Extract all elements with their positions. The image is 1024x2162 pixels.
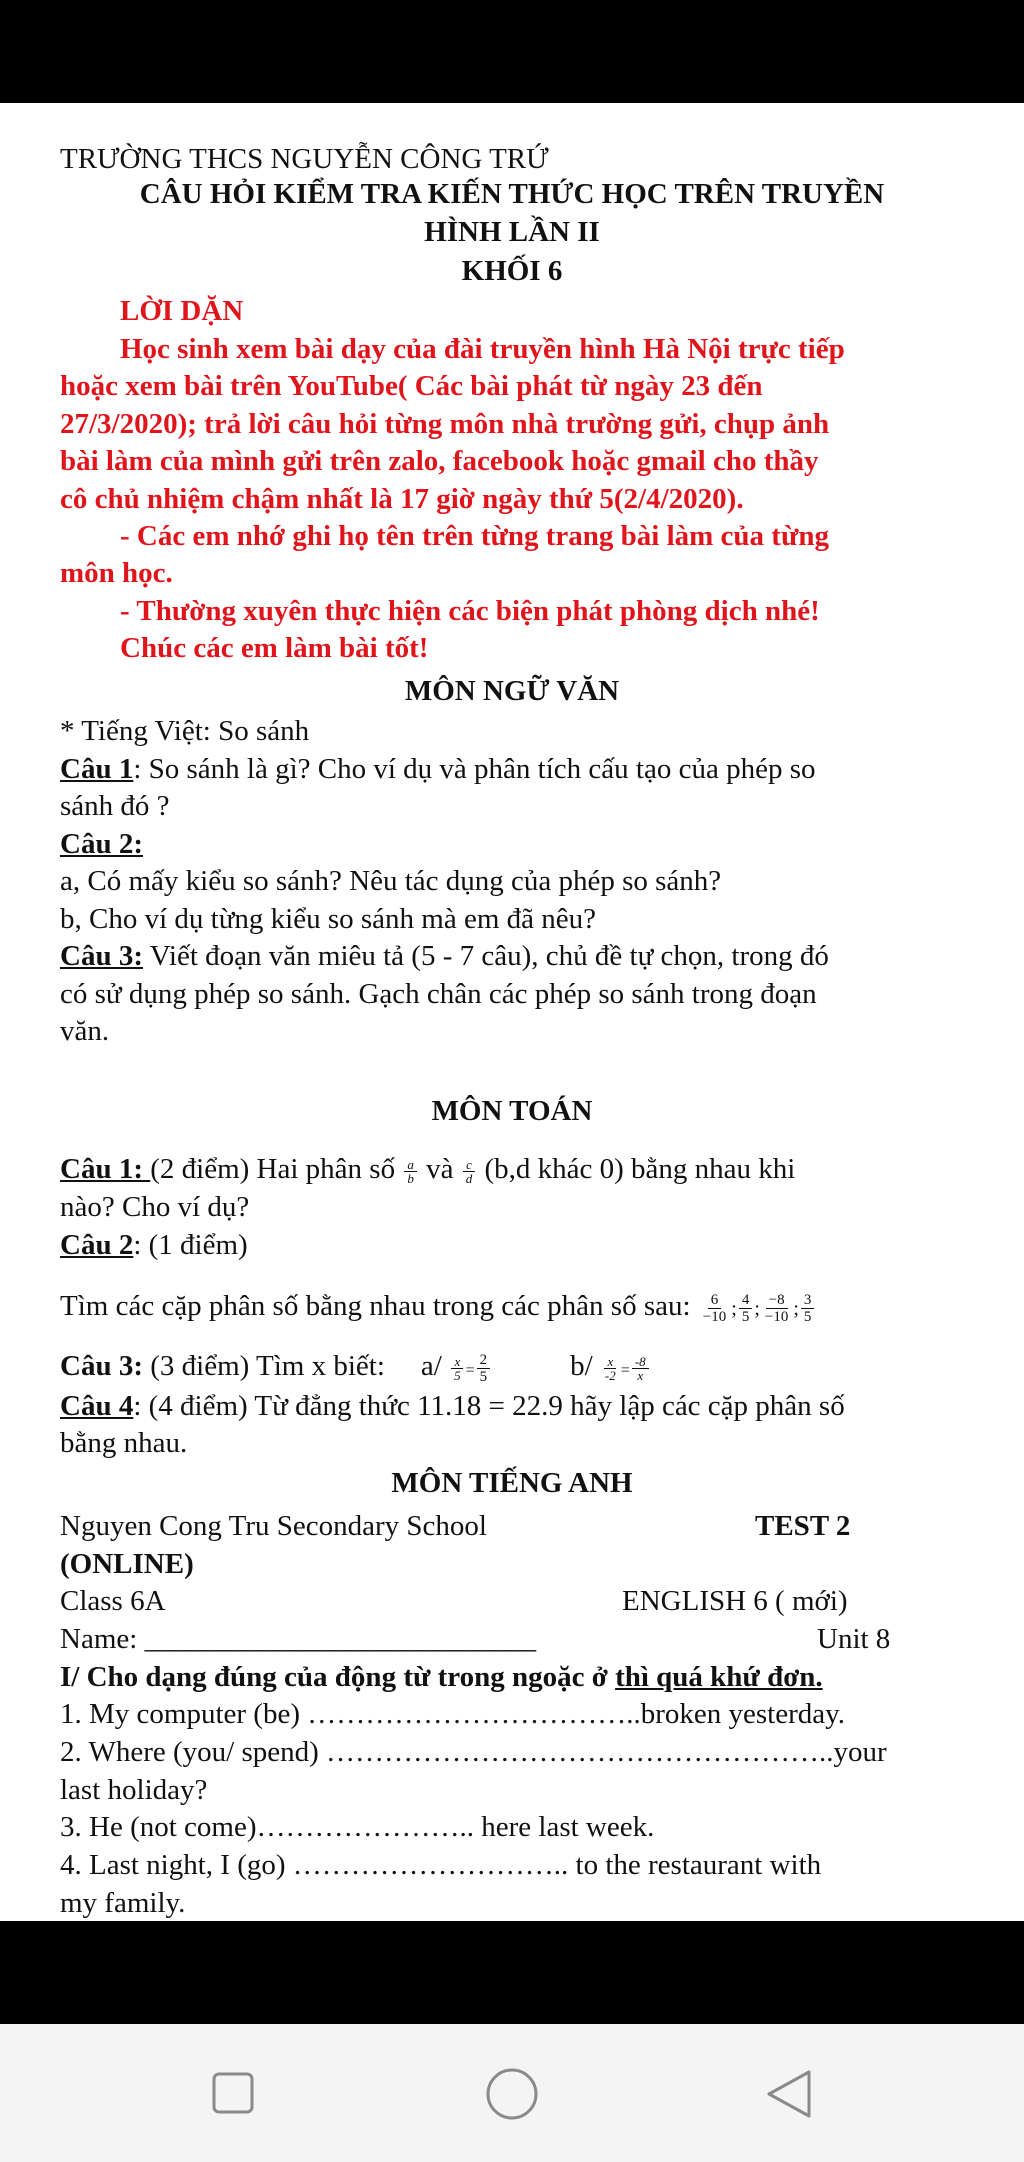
notice-line: - Các em nhớ ghi họ tên trên từng trang bài làm của từng <box>120 520 829 552</box>
fraction: $\frac{3}{5}$ <box>801 1292 815 1325</box>
english-unit: Unit 8 <box>817 1623 891 1655</box>
english-online: (ONLINE) <box>60 1548 194 1580</box>
literature-q3 <box>60 938 829 974</box>
notice-line: môn học. <box>60 557 173 589</box>
english-item: 4. Last night, I (go) ……………………….. to the restaurant with <box>60 1849 822 1881</box>
back-triangle-icon <box>765 2068 813 2120</box>
literature-q1-cont: sánh đó ? <box>60 790 170 822</box>
english-item: 2. Where (you/ spend) ……………………………………………..your <box>60 1736 887 1768</box>
literature-q1 <box>60 751 815 787</box>
q-label: Câu 2 <box>60 1229 134 1261</box>
math-q4-cont: bằng nhau. <box>60 1427 188 1459</box>
q-text: : So sánh là gì? Cho ví dụ và phân tích cấu tạo của phép so <box>133 753 816 785</box>
math-heading: MÔN TOÁN <box>431 1095 593 1127</box>
notice-line: Học sinh xem bài dạy của đài truyền hình Hà Nội trực tiếp <box>120 333 845 365</box>
home-button[interactable] <box>485 2067 539 2121</box>
english-test: TEST 2 <box>755 1510 851 1542</box>
english-item: my family. <box>60 1887 186 1919</box>
english-class: Class 6A <box>60 1585 166 1617</box>
notice-line: cô chủ nhiệm chậm nhất là 17 giờ ngày thứ 5(2/4/2020). <box>60 483 744 515</box>
math-q1-cont: nào? Cho ví dụ? <box>60 1191 250 1223</box>
english-item: last holiday? <box>60 1774 208 1806</box>
fraction: $\frac{2}{5}$ <box>477 1352 491 1385</box>
english-item: 1. My computer (be) ……………………………..broken yesterday. <box>60 1698 845 1730</box>
math-q2-text: Tìm các cặp phân số bằng nhau trong các phân số sau: $\frac{6}{-10}$ ; $\frac{4}{5}$ ; $\frac{-8}{-10}$ ; $\frac{3}{5}$ <box>60 1283 816 1332</box>
english-heading: MÔN TIẾNG ANH <box>391 1467 633 1499</box>
fraction-a-b: $\frac{a}{b}$ <box>404 1158 417 1185</box>
notice-line: - Thường xuyên thực hiện các biện phát phòng dịch nhé! <box>120 595 820 627</box>
document-page <box>0 103 1024 1921</box>
q-label: Câu 3: <box>60 1350 143 1382</box>
literature-q3-cont: văn. <box>60 1015 110 1047</box>
literature-q2-a: a, Có mấy kiểu so sánh? Nêu tác dụng của phép so sánh? <box>60 865 722 897</box>
literature-q2-label: Câu 2: <box>60 828 143 860</box>
literature-heading: MÔN NGỮ VĂN <box>404 675 620 707</box>
notice-line: hoặc xem bài trên YouTube( Các bài phát từ ngày 23 đến <box>60 370 763 402</box>
english-item: 3. He (not come)………………….. here last week. <box>60 1811 655 1843</box>
circle-icon <box>485 2067 539 2121</box>
recent-apps-button[interactable] <box>212 2072 254 2114</box>
square-icon <box>212 2072 254 2114</box>
notice-heading: LỜI DẶN <box>120 295 244 327</box>
title-line-2: HÌNH LẦN II <box>424 216 600 248</box>
literature-topic: * Tiếng Việt: So sánh <box>60 715 310 747</box>
q-label: Câu 1: <box>60 1153 151 1185</box>
literature-q2-b: b, Cho ví dụ từng kiểu so sánh mà em đã nêu? <box>60 903 597 935</box>
q-label: Câu 3: <box>60 940 143 972</box>
back-button[interactable] <box>765 2068 813 2120</box>
notice-line: 27/3/2020); trả lời câu hỏi từng môn nhà trường gửi, chụp ảnh <box>60 408 830 440</box>
q-label: Câu 4 <box>60 1390 134 1422</box>
english-school: Nguyen Cong Tru Secondary School <box>60 1510 487 1542</box>
title-line-1: CÂU HỎI KIỂM TRA KIẾN THỨC HỌC TRÊN TRUYỀN <box>139 178 885 210</box>
fraction: $\frac{x}{-2}$ <box>604 1353 616 1383</box>
fraction: $\frac{x}{5}$ <box>451 1355 464 1382</box>
math-q2: Câu 2: (1 điểm) <box>60 1229 248 1261</box>
english-section-1: I/ Cho dạng đúng của động từ trong ngoặc ở thì quá khứ đơn. <box>60 1661 823 1693</box>
q-text: Viết đoạn văn miêu tả (5 - 7 câu), chủ đề tự chọn, trong đó <box>142 940 829 972</box>
fraction: $\frac{-8}{-10}$ <box>764 1291 789 1325</box>
fraction: $\frac{6}{-10}$ <box>702 1291 727 1325</box>
english-course: ENGLISH 6 ( mới) <box>622 1585 848 1617</box>
notice-line: bài làm của mình gửi trên zalo, facebook hoặc gmail cho thầy <box>60 445 819 477</box>
math-q1: Câu 1: (2 điểm) Hai phân số $\frac{a}{b}$ và $\frac{c}{d}$ (b,d khác 0) bằng nhau khi <box>60 1153 796 1186</box>
grade-label: KHỐI 6 <box>461 255 563 287</box>
fraction: $\frac{4}{5}$ <box>739 1292 753 1325</box>
literature-q3-cont: có sử dụng phép so sánh. Gạch chân các phép so sánh trong đoạn <box>60 978 817 1010</box>
school-name: TRƯỜNG THCS NGUYỄN CÔNG TRỨ <box>60 143 549 175</box>
math-q4: Câu 4: (4 điểm) Từ đẳng thức 11.18 = 22.9 hãy lập các cặp phân số <box>60 1390 845 1422</box>
fraction-c-d: $\frac{c}{d}$ <box>463 1158 476 1185</box>
q-label: Câu 1 <box>60 753 134 785</box>
notice-line: Chúc các em làm bài tốt! <box>120 632 429 664</box>
math-q3: Câu 3: (3 điểm) Tìm x biết: a/ $\frac{x}{5}$ = $\frac{2}{5}$ b/ $\frac{x}{-2}$ = $\frac{-8}{x}$ <box>60 1343 651 1394</box>
fraction: $\frac{-8}{x}$ <box>632 1355 649 1382</box>
english-name: Name: ___________________________ <box>60 1623 537 1655</box>
system-navigation-bar <box>0 2024 1024 2162</box>
